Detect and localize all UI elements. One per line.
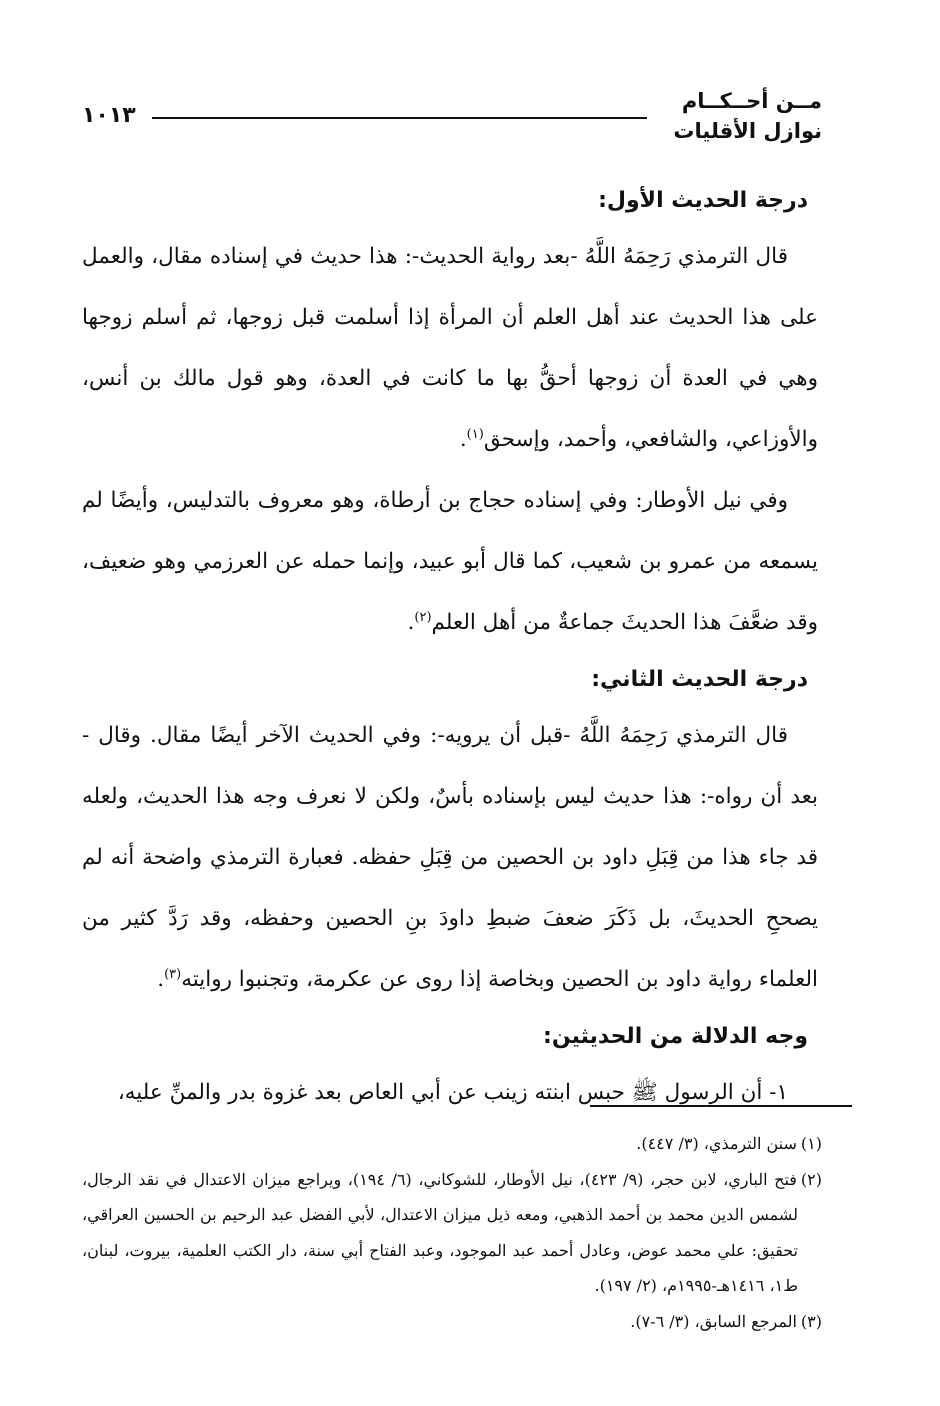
footnotes — [82, 1126, 822, 1339]
page-number: ١٠١٣ — [82, 103, 136, 128]
paragraph-tirmidhi-first: قال الترمذي رَحِمَهُ اللَّهُ -بعد رواية الحديث-: هذا حديث في إسناده مقال، والعمل على هذا الحديث عند أهل العلم أن المرأة إذا أسلمت قبل زوجها، ثم أسلم زوجها وهي في العدة أن زوجها أحقُّ بها ما كانت في العدة، وهو قول مالك بن أنس، والأوزاعي، والشافعي، وأحمد، وإسحق$^{(١)}$. — [82, 244, 818, 452]
book-title — [673, 86, 822, 146]
header-rule — [152, 117, 647, 119]
footnote-text: سنن الترمذي، (٣/ ٤٤٧). — [636, 1134, 797, 1153]
section-heading-first-hadith: درجة الحديث الأول: — [598, 188, 808, 213]
footnote-1 — [82, 1126, 822, 1162]
footnote-ref-1[interactable]: (١) — [466, 426, 484, 442]
paragraph-text: قال الترمذي رَحِمَهُ اللَّهُ -قبل أن يرويه-: وفي الحديث الآخر أيضًا مقال. وقال - بعد أن رواه-: هذا حديث ليس بإسناده بأسٌ، ولكن لا نعرف وجه هذا الحديث، ولعله قد جاء هذا من قِبَلِ داود بن الحصين من قِبَلِ حفظه. فعبارة الترمذي واضحة أنه لم يصححِ الحديثَ، بل ذَكَرَ ضعفَ ضبطِ داودَ بنِ الحصين وحفظه، وقد رَدَّ كثير من العلماء رواية داود بن الحصين وبخاصة إذا روى عن عكرمة، وتجنبوا روايته — [82, 723, 818, 992]
paragraph-text: قال الترمذي رَحِمَهُ اللَّهُ -بعد رواية الحديث-: هذا حديث في إسناده مقال، والعمل على هذا الحديث عند أهل العلم أن المرأة إذا أسلمت قبل زوجها، ثم أسلم زوجها وهي في العدة أن زوجها أحقُّ بها ما كانت في العدة، وهو قول مالك بن أنس، والأوزاعي، والشافعي، وأحمد، وإسحق — [82, 244, 818, 452]
footnote-text: فتح الباري، لابن حجر، (٩/ ٤٢٣)، نيل الأوطار، للشوكاني، (٦/ ١٩٤)، ويراجع ميزان الاعتدال في نقد الرجال، لشمس الدين محمد بن أحمد الذهبي، ومعه ذيل ميزان الاعتدال، لأبي الفضل عبد الرحيم بن الحسين العراقي، تحقيق: علي محمد عوض، وعادل أحمد عبد الموجود، وعبد الفتاح أبي سنة، دار الكتب العلمية، بيروت، لبنان، ط١، ١٤١٦هـ-١٩٩٥م، (٢/ ١٩٧). — [82, 1169, 798, 1295]
footnote-ref-2[interactable]: (٢) — [414, 609, 432, 625]
paragraph-evidence-point-1: ١- أن الرسول ﷺ حبس ابنته زينب عن أبي العاص بعد غزوة بدر والمنِّ عليه، — [117, 1080, 788, 1105]
section-heading-second-hadith: درجة الحديث الثاني: — [591, 667, 808, 692]
footnote-3 — [82, 1304, 822, 1340]
footnote-2 — [82, 1162, 822, 1304]
footnote-number: (١) — [800, 1134, 822, 1153]
footnote-text: المرجع السابق، (٣/ ٦-٧). — [630, 1311, 797, 1331]
main-text — [82, 178, 818, 1123]
footnote-ref-3[interactable]: (٣) — [164, 966, 182, 982]
book-title-line-1: مــن أحــكــام — [681, 89, 822, 113]
paragraph-text: وفي نيل الأوطار: وفي إسناده حجاج بن أرطاة، وهو معروف بالتدليس، وأيضًا لم يسمعه من عمرو بن شعيب، كما قال أبو عبيد، وإنما حمله عن العرزمي وهو ضعيف، وقد ضعَّفَ هذا الحديثَ جماعةٌ من أهل العلم — [82, 488, 818, 635]
paragraph-tirmidhi-second: قال الترمذي رَحِمَهُ اللَّهُ -قبل أن يرويه-: وفي الحديث الآخر أيضًا مقال. وقال - بعد أن رواه-: هذا حديث ليس بإسناده بأسٌ، ولكن لا نعرف وجه هذا الحديث، ولعله قد جاء هذا من قِبَلِ داود بن الحصين من قِبَلِ حفظه. فعبارة الترمذي واضحة أنه لم يصححِ الحديثَ، بل ذَكَرَ ضعفَ ضبطِ داودَ بنِ الحصين وحفظه، وقد رَدَّ كثير من العلماء رواية داود بن الحصين وبخاصة إذا روى عن عكرمة، وتجنبوا روايته$^{(٣)}$. — [82, 723, 818, 992]
footnote-number: (٣) — [800, 1311, 822, 1331]
running-header — [82, 86, 822, 156]
book-title-line-2: نوازل الأقليات — [673, 119, 822, 143]
footnote-separator — [590, 1105, 852, 1107]
paragraph-nayl-al-awtar: وفي نيل الأوطار: وفي إسناده حجاج بن أرطاة، وهو معروف بالتدليس، وأيضًا لم يسمعه من عمرو بن شعيب، كما قال أبو عبيد، وإنما حمله عن العرزمي وهو ضعيف، وقد ضعَّفَ هذا الحديثَ جماعةٌ من أهل العلم$^{(٢)}$. — [82, 488, 818, 635]
footnote-number: (٢) — [800, 1169, 823, 1189]
section-heading-evidence: وجه الدلالة من الحديثين: — [543, 1024, 808, 1049]
